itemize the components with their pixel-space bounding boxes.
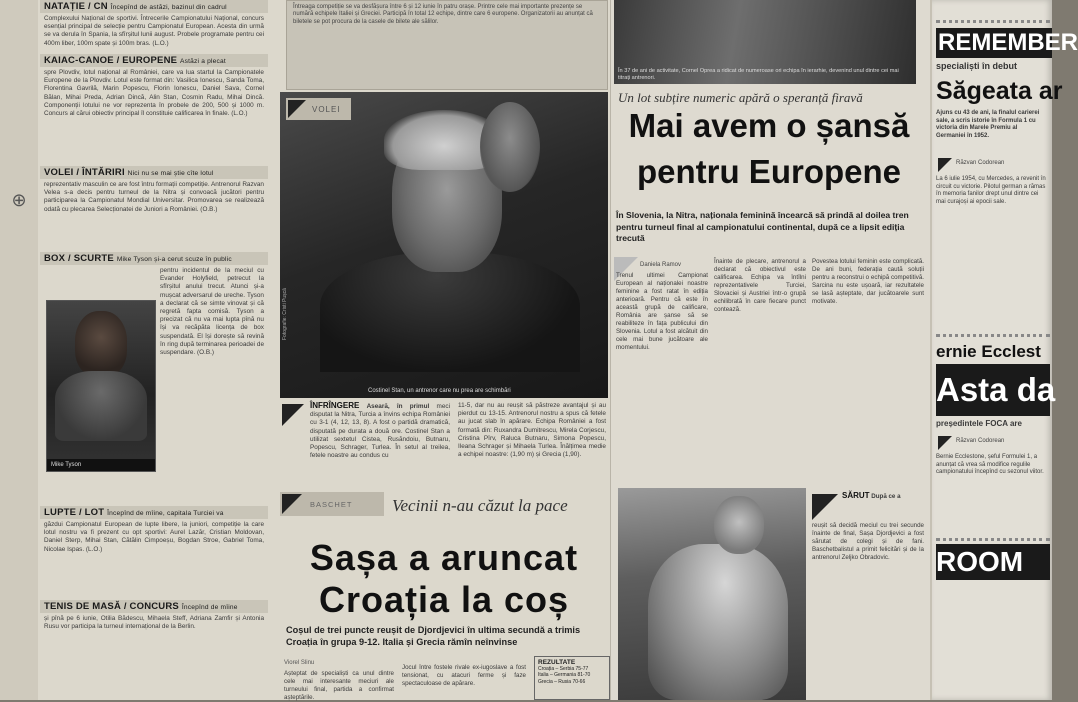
brief-heading: NATAȚIE / CN	[44, 1, 108, 12]
article-text: Trenul ultimei Campionat European al naționalei noastre feminine a fost ratat în ediția anterioară. Pentru că este în această grupă de calificare, România are șanse să se reabiliteze în fața publicului din Slovenia. Lotul a fost alcătuit din cele mai bune jucătoare ale momentului.	[616, 272, 708, 351]
headline-line1: Mai avem o șansă	[628, 107, 910, 144]
registration-mark-icon: ⊕	[11, 190, 27, 211]
article-kicker: Un lot subțire numeric apără o speranță firavă	[618, 90, 863, 105]
section-triangle-icon	[288, 100, 306, 118]
far-banner: Asta da	[936, 364, 1050, 416]
brief-text: reprezentativ masculin ce are fost întru formații competiție. Antrenorul Razvan Velea s-a decis pentru turneul de la Nitra și convoacă jucători pentru participarea la Campionatul Mondial Universitar. Promovarea se realizează odată cu plecarea Selecționatei de Juniori a României. (O.B.)	[44, 181, 264, 213]
far-subtitle: specialiști în debut	[936, 61, 1018, 71]
far-headline: ernie Ecclest	[936, 342, 1041, 361]
article-lead: Aseară, în primul	[366, 403, 430, 410]
section-triangle-icon	[282, 404, 304, 426]
far-subtitle: președintele FOCA are	[936, 419, 1022, 428]
article-byline: Viorel Slinu	[284, 660, 315, 666]
far-banner: REMEMBER	[938, 29, 1078, 56]
article-heading: SĂRUT	[842, 491, 870, 500]
article-text: Povestea lotului feminin este complicată. De ani buni, federația caută soluții pentru a reconstrui o echipă competitivă. Sarcina nu este ușoară, iar rezultatele se lasă așteptate, dar jucătoarele sunt motivate.	[812, 258, 924, 305]
photo-figure-body	[55, 371, 147, 441]
far-banner: ROOM	[936, 544, 1050, 580]
brief-lupte	[40, 506, 268, 598]
brief-heading: BOX / SCURTE	[44, 253, 114, 264]
brief-tenis	[40, 600, 268, 700]
top-photo	[614, 0, 916, 84]
article-text: 11-5, dar nu au reușit să păstreze avantajul și au pierdut cu 13-15. Antrenorul nostru a spus că fetele au jucat slab în apărare. Echipa României a fost formată din: Ruxandra Dumitrescu, Mirela Corjescu, Cristina Pîrv, Raluca Butnaru, Simona Popescu, Ileana Schrager și Mihaela Turlea. Înălțimea medie a echipei noastre: (1,90 m) și Grecia (1,90).	[458, 402, 606, 459]
article-infrangere	[282, 402, 608, 486]
far-text: Bernie Ecclestone, șeful Formulei 1, a anunțat că vrea să modifice regulile campionatului începînd cu sezonul viitor.	[936, 454, 1044, 476]
article-deck: Coșul de trei puncte reușit de Djordjevici în ultima secundă a trimis Croația în grupa 9-12. Italia și Grecia rămîn neînvinse	[286, 625, 581, 647]
photo-figure-head	[75, 311, 127, 377]
article-text: Așteptat de specialiști ca unul dintre cele mai interesante meciuri ale turneului final, partida a confirmat așteptările.	[284, 670, 394, 701]
info-box-text: Întreaga competiție se va desfășura între 6 și 12 iunie în patru orașe. Printre cele mai importante prezențe se numără echipele Italiei și Greciei. Participă în total 12 echipe, dintre care 6 europene. Organizatorii au anunțat că biletele se pot procura de la casele de bilete ale sălilor.	[293, 4, 593, 25]
section-tag-baschet	[280, 492, 384, 516]
brief-lead: Astăzi a plecat	[180, 58, 226, 65]
article-text: reușit să decidă meciul cu trei secunde înainte de final, Sașa Djordjevici a fost sărutat de colegi și de fani. Baschetbalistul a primit felicitări și de la antrenorul Zeljko Obradovic.	[812, 522, 924, 561]
headline-line2: pentru Europene	[636, 153, 902, 190]
article-text: Jocul între fostele rivale ex-iugoslave a fost tensionat, cu atacuri ferme și faze spectaculoase de apărare.	[402, 664, 526, 687]
brief-text: Complexului Național de sportivi. Întrecerile Campionatului Național, concurs esențial principal de selecție pentru Campionatul European. Acesta din urmă se va derula în Spania, la sfîrșitul lunii august. Probele programate pentru cei 400m liber, 100m spate și 100m bras. (L.O.)	[44, 15, 264, 47]
brief-heading: KAIAC-CANOE / EUROPENE	[44, 55, 178, 66]
brief-lead: Mike Tyson și-a cerut scuze în public	[116, 256, 232, 263]
results-row: Grecia – Rusia 70-66	[538, 678, 586, 685]
brief-text: pentru incidentul de la meciul cu Evander Holyfield, petrecut la sfîrșitul anului trecut. Atunci și-a mușcat adversarul de ureche. Tyson a declarat că se simte vinovat și că regretă fapta comisă. Tyson a precizat că nu va mai lupta pînă nu își va recăpăta licența de box suspendată. El își dorește să revină în ring după terminarea perioadei de suspendare. (O.B.)	[160, 267, 264, 357]
info-box	[286, 0, 608, 90]
headline-line2: Croația la coș	[318, 579, 570, 620]
volei-photo	[280, 92, 608, 398]
far-text: Ajuns cu 43 de ani, la finalul carierei sale, a scris istorie în Formula 1 cu victoria din Marele Premiu al Germaniei în 1952.	[936, 110, 1040, 139]
results-box	[534, 656, 610, 700]
brief-text: și pînă pe 6 iunie, Otilia Bădescu, Mihaela Steff, Adriana Zamfir și Antonia Rusu vor participa la turneul internațional de la Berlin.	[44, 615, 264, 631]
far-headline: Săgeata ar	[936, 77, 1063, 105]
section-triangle-icon	[938, 436, 952, 450]
page-margin	[0, 0, 38, 700]
far-text: La 6 iulie 1954, cu Mercedes, a revenit în circuit cu victorie. Pilotul german a rămas în memoria fanilor drept unul dintre cei mai curajoși ai epocii sale.	[936, 176, 1046, 205]
brief-lead: Începînd de astăzi, bazinul din cadrul	[110, 4, 227, 11]
brief-lead: Nici nu se mai știe cîte lotul	[127, 170, 214, 177]
photo-figure-body	[648, 544, 788, 700]
section-tag-label: VOLEI	[312, 104, 341, 114]
article-kicker: Vecinii n-au căzut la pace	[392, 496, 568, 515]
brief-heading: TENIS DE MASĂ / CONCURS	[44, 601, 179, 612]
tyson-photo	[46, 300, 156, 472]
photo-caption: Mike Tyson	[47, 459, 155, 471]
brief-text: spre Plovdiv, lotul național al României, care va lua startul la Campionatele Europene de la Plovdiv. Lotul este format din: Vasilica Ionescu, Sanda Toma, Florentina Gavrilă, Marin Popescu, Florin Ionescu, Daniel Sava, Cornel Bălan, Mihai Preda, Adrian Dincă, Alin Stan, Cosmin Radu, Mihai Dincă. Componenții lotului ne vor reprezenta în probele de 200, 500 și 1000 m. Concurs al cărui obiectiv principal îl constituie calificarea în finale. (L.O.)	[44, 69, 264, 118]
photo-caption: În 37 de ani de activitate, Cornel Oprea a ridicat de numeroase ori echipa în ierarhie, devenind unul dintre cei mai titrați antrenori.	[618, 68, 899, 81]
results-row: Croația – Serbia 75-77	[538, 666, 589, 672]
results-row: Italia – Germania 81-70	[538, 672, 591, 679]
divider	[936, 20, 1050, 23]
section-tag-volei	[286, 98, 351, 120]
article-text: meci disputat la Nitra, Turcia a învins echipa României cu 3-1 (4, 12, 13, 8). A fost o partidă dramatică, disputată pe durata a două ore. Costinel Stan a utilizat sextetul Cistea, Rusăndoiu, Butnaru, Popescu, Schrager, Turlea. În setul al treilea, fetele noastre au condus cu	[310, 403, 451, 460]
brief-lead: Începînd de mîine, capitala Turciei va	[107, 510, 224, 517]
article-deck: În Slovenia, la Nitra, naționala feminină încearcă să prindă al doilea tren pentru turneul final al campionatului continental, după ce a lipsit ediția trecută	[616, 210, 909, 243]
brief-text: găzdui Campionatul European de lupte libere, la juniori, competiție la care lotul nostru va fi prezent cu opt sportivi: Aurel Lazăr, Cristian Moldovan, Daniel Sterp, Mihai Stan, Cătălin Cimpoeșu, Bogdan Stroe, Gabriel Toma, Nicolae Ispas. (L.O.)	[44, 521, 264, 553]
results-heading: REZULTATE	[538, 659, 576, 666]
far-byline: Răzvan Codorean	[956, 438, 1005, 444]
basketball-photo	[618, 488, 806, 700]
brief-kaiac	[40, 54, 268, 164]
section-triangle-icon	[282, 494, 302, 514]
brief-heading: VOLEI / ÎNTĂRIRI	[44, 167, 125, 178]
photo-credit: Fotografie: Cristi Pușcă	[282, 288, 288, 340]
article-baschet	[276, 488, 612, 700]
section-triangle-icon	[812, 494, 838, 520]
brief-volei	[40, 166, 268, 250]
photo-figure-hand	[480, 102, 540, 192]
photo-figure-head	[714, 496, 764, 554]
far-byline: Răzvan Codorean	[956, 160, 1005, 166]
article-lead: După ce a	[871, 493, 901, 500]
article-heading: ÎNFRÎNGERE	[310, 401, 360, 410]
divider	[936, 334, 1050, 337]
section-tag-label: BASCHET	[310, 499, 353, 509]
brief-lead: Începînd de mîine	[181, 604, 238, 611]
brief-natatie	[40, 0, 268, 52]
article-byline: Daniela Ramov	[640, 262, 682, 268]
section-triangle-icon	[938, 158, 952, 172]
headline-line1: Sașa a aruncat	[309, 537, 579, 578]
article-text: Înainte de plecare, antrenorul a declarat că obiectivul este calificarea. Echipa va întîlni reprezentativele Turciei, Slovaciei și Austriei într-o grupă echilibrată în care fiecare punct contează.	[714, 258, 806, 313]
divider	[936, 538, 1050, 541]
photo-caption: Costinel Stan, un antrenor care nu prea are schimbări	[368, 388, 511, 394]
brief-heading: LUPTE / LOT	[44, 507, 105, 518]
